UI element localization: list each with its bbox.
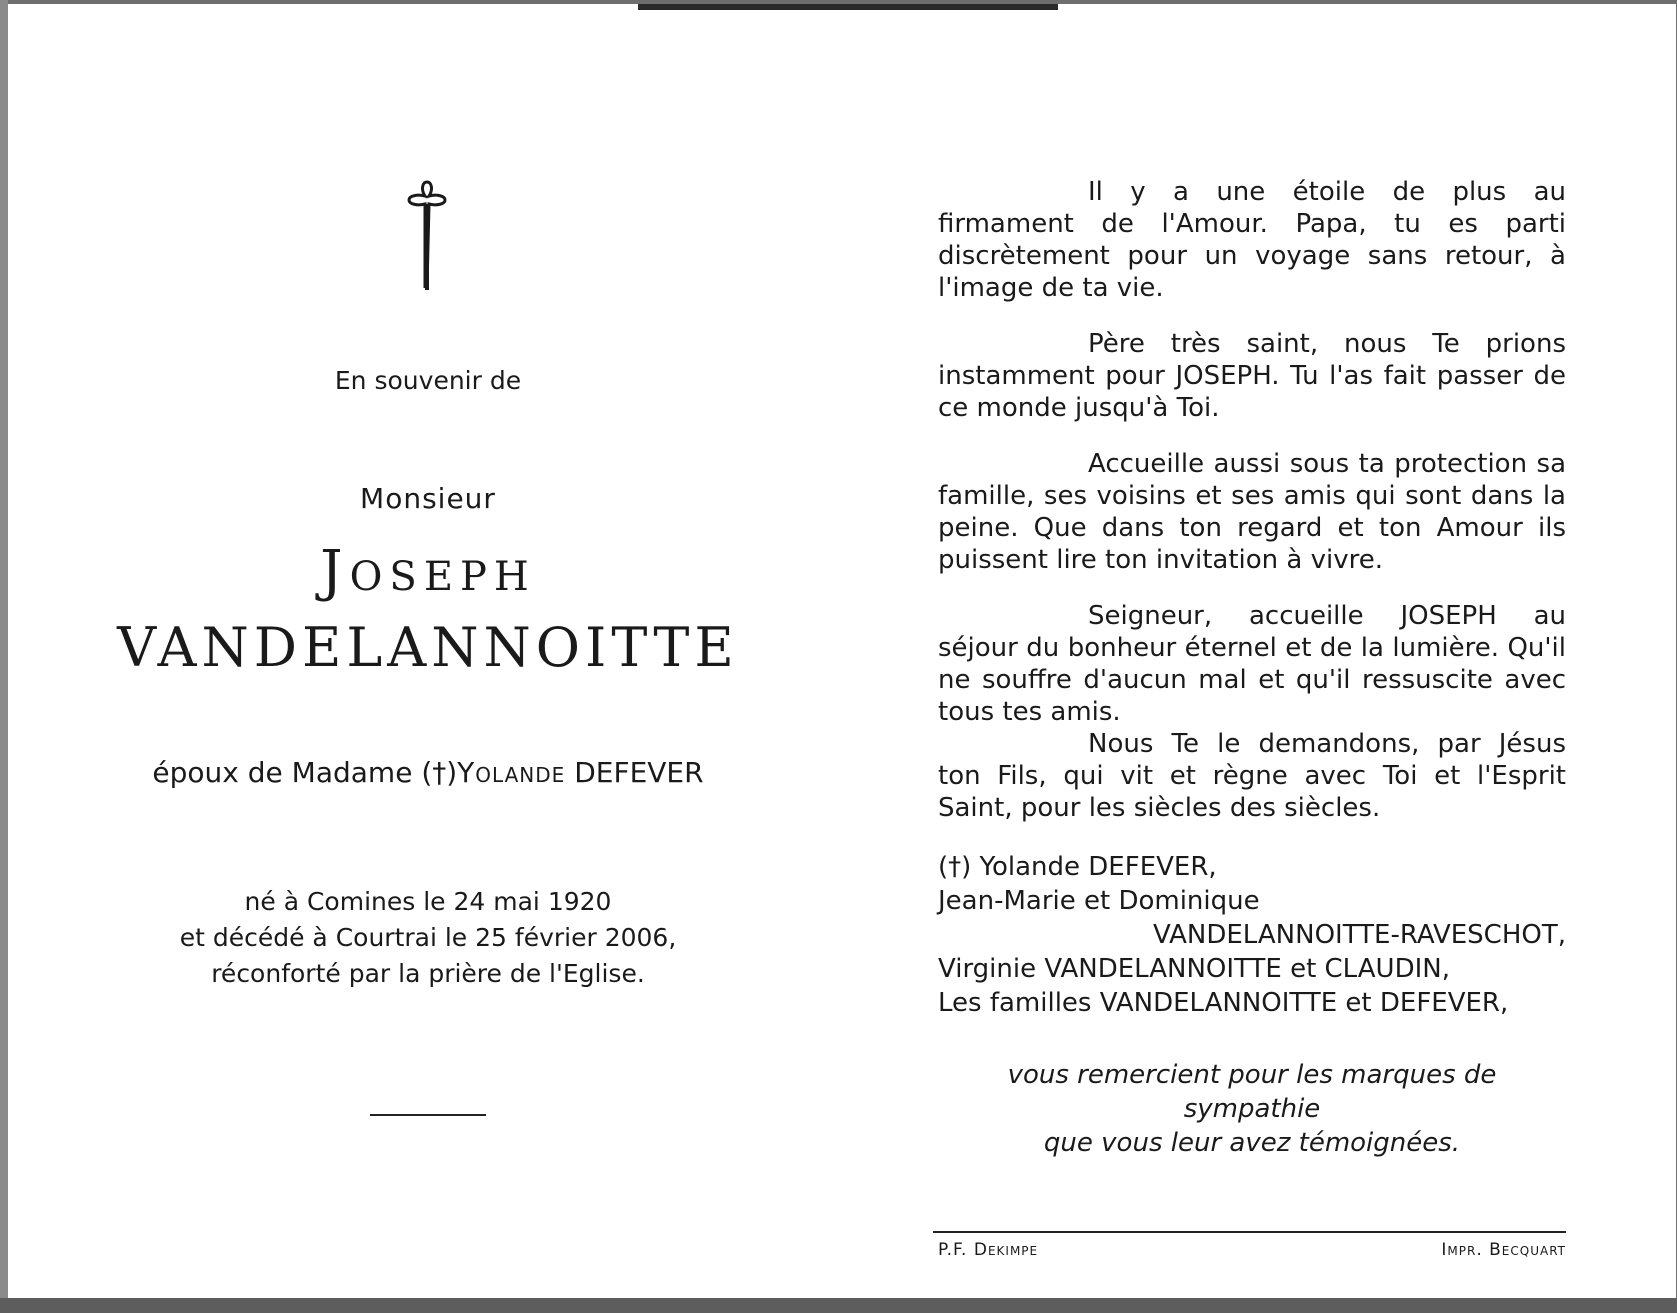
life-dates bbox=[8, 884, 848, 992]
deceased-first-name bbox=[8, 539, 848, 604]
thanks-line: que vous leur avez témoignées. bbox=[1043, 1128, 1461, 1158]
prayer-paragraph: Seigneur, accueille JOSEPH au séjour du bonheur éternel et de la lumière. Qu'il ne souffre d'aucun mal et qu'il ressuscite avec tous tes amis. bbox=[938, 601, 1566, 727]
souvenir-heading: En souvenir de bbox=[334, 366, 522, 395]
spouse-first-name: Yolande bbox=[457, 756, 566, 789]
death-line: et décédé à Courtrai le 25 février 2006, bbox=[179, 923, 677, 952]
family-line: (†) Yolande DEFEVER, bbox=[938, 852, 1217, 882]
prayer-paragraph: Père très saint, nous Te prions instamment pour JOSEPH. Tu l'as fait passer de ce monde jusqu'à Toi. bbox=[938, 329, 1566, 423]
family-line: Jean-Marie et Dominique bbox=[938, 886, 1260, 916]
footer-rule bbox=[933, 1231, 1566, 1233]
prayer-paragraph: Accueille aussi sous ta protection sa famille, ses voisins et ses amis qui sont dans la peine. Que dans ton regard et ton Amour ils puissent lire ton invitation à vivre. bbox=[938, 449, 1566, 575]
prayer-paragraph: Il y a une étoile de plus au firmament de l'Amour. Papa, tu es parti discrètement pour un voyage sans retour, à l'image de ta vie. bbox=[938, 177, 1566, 303]
family-line: Virginie VANDELANNOITTE et CLAUDIN, bbox=[938, 954, 1450, 984]
scan-edge bbox=[0, 0, 8, 1313]
prayer-paragraph: Nous Te le demandons, par Jésus ton Fils, qui vit et règne avec Toi et l'Esprit Saint, pour les siècles des siècles. bbox=[938, 729, 1566, 823]
scan-bottom-edge bbox=[0, 1298, 1677, 1313]
spouse-last-name: DEFEVER bbox=[574, 756, 704, 789]
family-line: Les familles VANDELANNOITTE et DEFEVER, bbox=[938, 988, 1509, 1018]
printer: Impr. Becquart bbox=[1441, 1240, 1566, 1260]
left-panel bbox=[8, 4, 848, 1298]
memorial-card bbox=[8, 4, 1676, 1298]
honorific: Monsieur bbox=[360, 482, 496, 515]
funeral-home: P.F. Dekimpe bbox=[938, 1240, 1039, 1260]
prayer-text bbox=[938, 176, 1566, 848]
family-line: VANDELANNOITTE-RAVESCHOT, bbox=[1153, 920, 1566, 950]
comfort-line: réconforté par la prière de l'Eglise. bbox=[211, 959, 645, 988]
cross-icon bbox=[397, 180, 457, 292]
first-name-initial: J bbox=[320, 539, 350, 604]
first-name-rest: OSEPH bbox=[349, 554, 536, 600]
thanks-line: vous remercient pour les marques de sympathie bbox=[1007, 1060, 1497, 1124]
spouse-line bbox=[8, 756, 848, 789]
birth-line: né à Comines le 24 mai 1920 bbox=[244, 887, 612, 916]
family-list bbox=[938, 850, 1566, 1020]
deceased-last-name: VANDELANNOITTE bbox=[117, 616, 739, 679]
thanks-text bbox=[938, 1058, 1566, 1160]
separator-rule bbox=[370, 1114, 486, 1116]
spouse-prefix: époux de Madame (†) bbox=[152, 756, 458, 789]
